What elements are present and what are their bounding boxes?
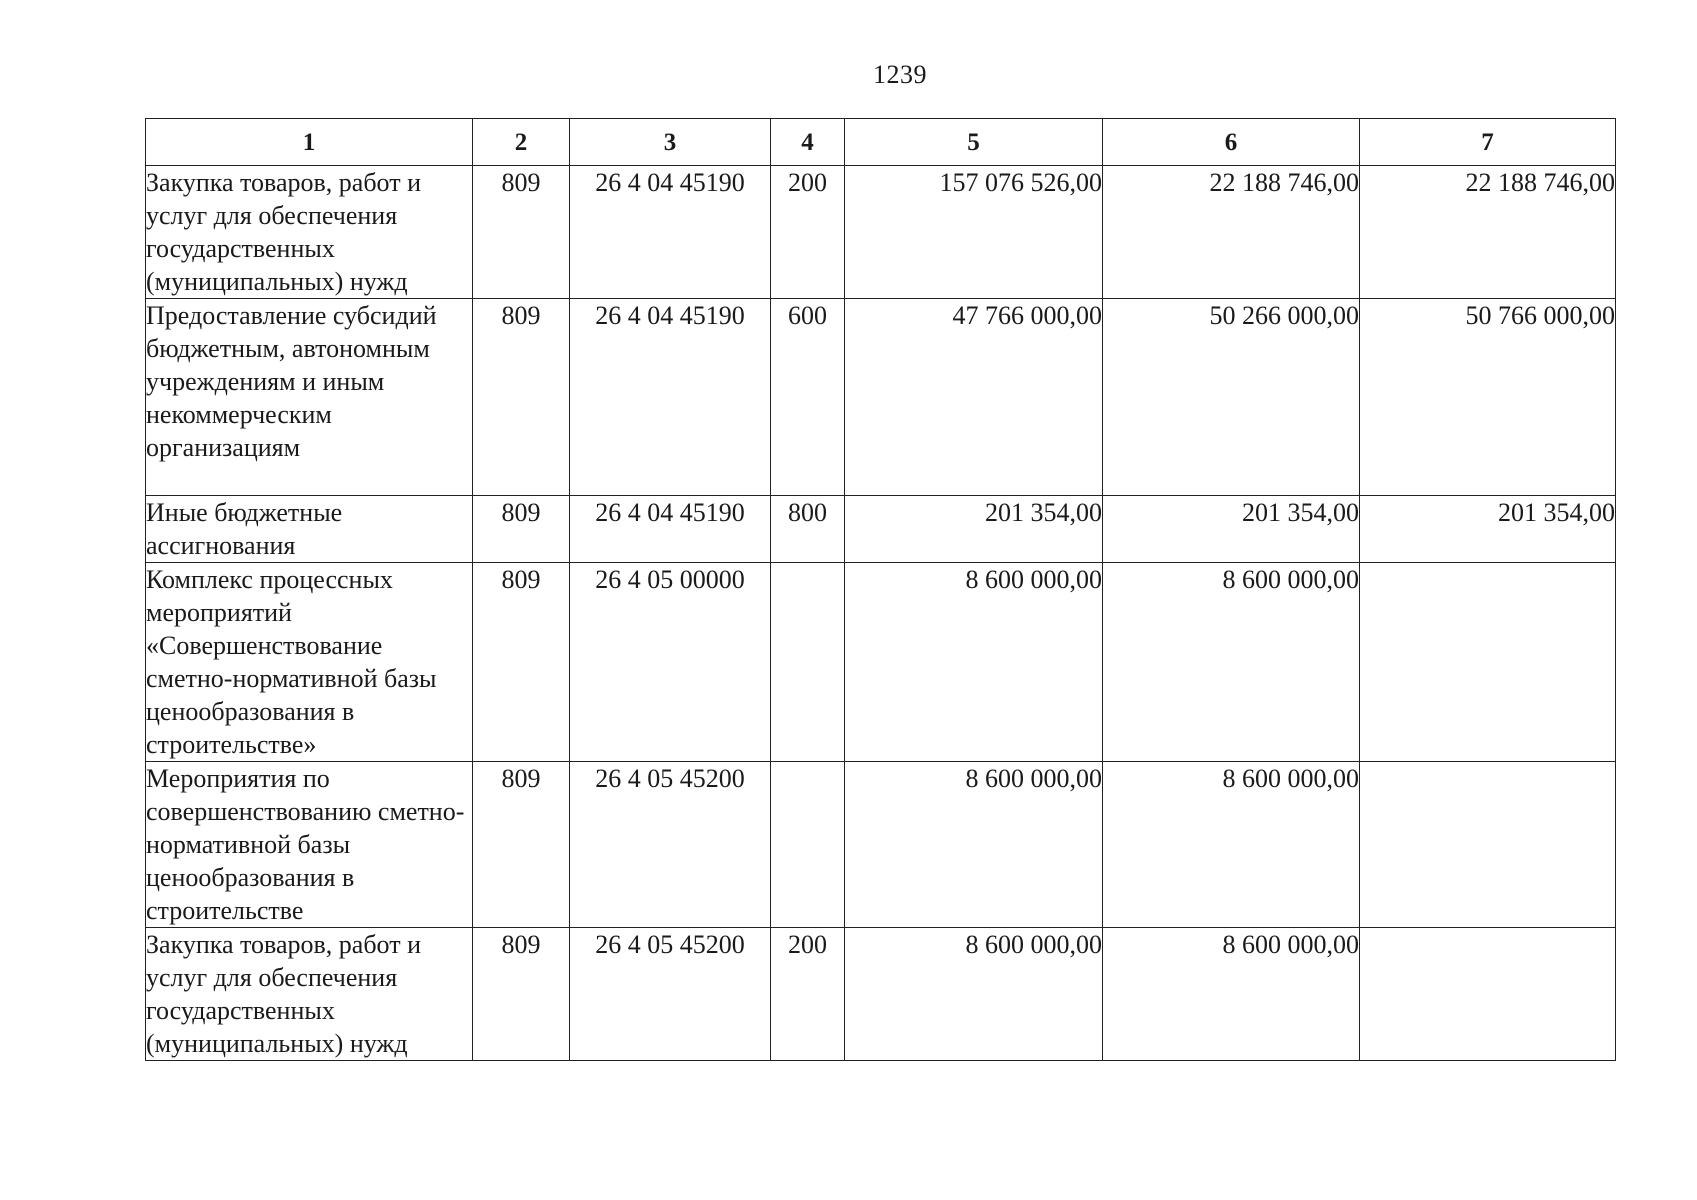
row-amount-col7 [1360,762,1616,928]
row-name: Закупка товаров, работ и услуг для обеспечения государственных (муниципальных) нужд [146,928,473,1061]
row-expense-type: 600 [771,299,845,496]
row-amount-col5: 8 600 000,00 [845,762,1103,928]
table-row [146,563,1616,762]
row-expense-type [771,563,845,762]
row-amount-col5: 47 766 000,00 [845,299,1103,496]
row-ministry-code: 809 [473,762,570,928]
row-name: Предоставление субсидий бюджетным, автономным учреждениям и иным некоммерческим организациям [146,299,473,496]
row-target-article: 26 4 04 45190 [570,496,771,563]
row-name: Мероприятия по совершенствованию сметно-нормативной базы ценообразования в строительстве [146,762,473,928]
row-name: Иные бюджетные ассигнования [146,496,473,563]
row-ministry-code: 809 [473,563,570,762]
row-amount-col6: 50 266 000,00 [1103,299,1360,496]
row-ministry-code: 809 [473,928,570,1061]
row-name: Закупка товаров, работ и услуг для обеспечения государственных (муниципальных) нужд [146,166,473,299]
row-amount-col5: 201 354,00 [845,496,1103,563]
row-name: Комплекс процессных мероприятий «Совершенствование сметно-нормативной базы ценообразования в строительстве» [146,563,473,762]
row-amount-col5: 8 600 000,00 [845,928,1103,1061]
row-amount-col6: 8 600 000,00 [1103,762,1360,928]
row-ministry-code: 809 [473,496,570,563]
row-amount-col6: 8 600 000,00 [1103,563,1360,762]
page-number: 1239 [873,60,927,89]
row-expense-type: 800 [771,496,845,563]
row-amount-col5: 157 076 526,00 [845,166,1103,299]
table-row [146,166,1616,299]
row-expense-type [771,762,845,928]
column-header-4: 4 [771,119,845,166]
row-target-article: 26 4 05 00000 [570,563,771,762]
row-target-article: 26 4 05 45200 [570,928,771,1061]
row-ministry-code: 809 [473,299,570,496]
table-row [146,928,1616,1061]
row-amount-col7: 22 188 746,00 [1360,166,1616,299]
row-amount-col7: 50 766 000,00 [1360,299,1616,496]
row-amount-col6: 201 354,00 [1103,496,1360,563]
row-amount-col7 [1360,563,1616,762]
row-target-article: 26 4 04 45190 [570,299,771,496]
row-ministry-code: 809 [473,166,570,299]
column-header-6: 6 [1103,119,1360,166]
column-header-7: 7 [1360,119,1616,166]
table-header-row [146,119,1616,166]
table-row [146,496,1616,563]
row-amount-col6: 22 188 746,00 [1103,166,1360,299]
row-expense-type: 200 [771,928,845,1061]
row-amount-col5: 8 600 000,00 [845,563,1103,762]
row-target-article: 26 4 05 45200 [570,762,771,928]
budget-table [145,118,1616,1061]
row-target-article: 26 4 04 45190 [570,166,771,299]
column-header-1: 1 [146,119,473,166]
table-row [146,762,1616,928]
row-amount-col7: 201 354,00 [1360,496,1616,563]
row-expense-type: 200 [771,166,845,299]
column-header-2: 2 [473,119,570,166]
row-amount-col7 [1360,928,1616,1061]
column-header-3: 3 [570,119,771,166]
table-row [146,299,1616,496]
row-amount-col6: 8 600 000,00 [1103,928,1360,1061]
column-header-5: 5 [845,119,1103,166]
